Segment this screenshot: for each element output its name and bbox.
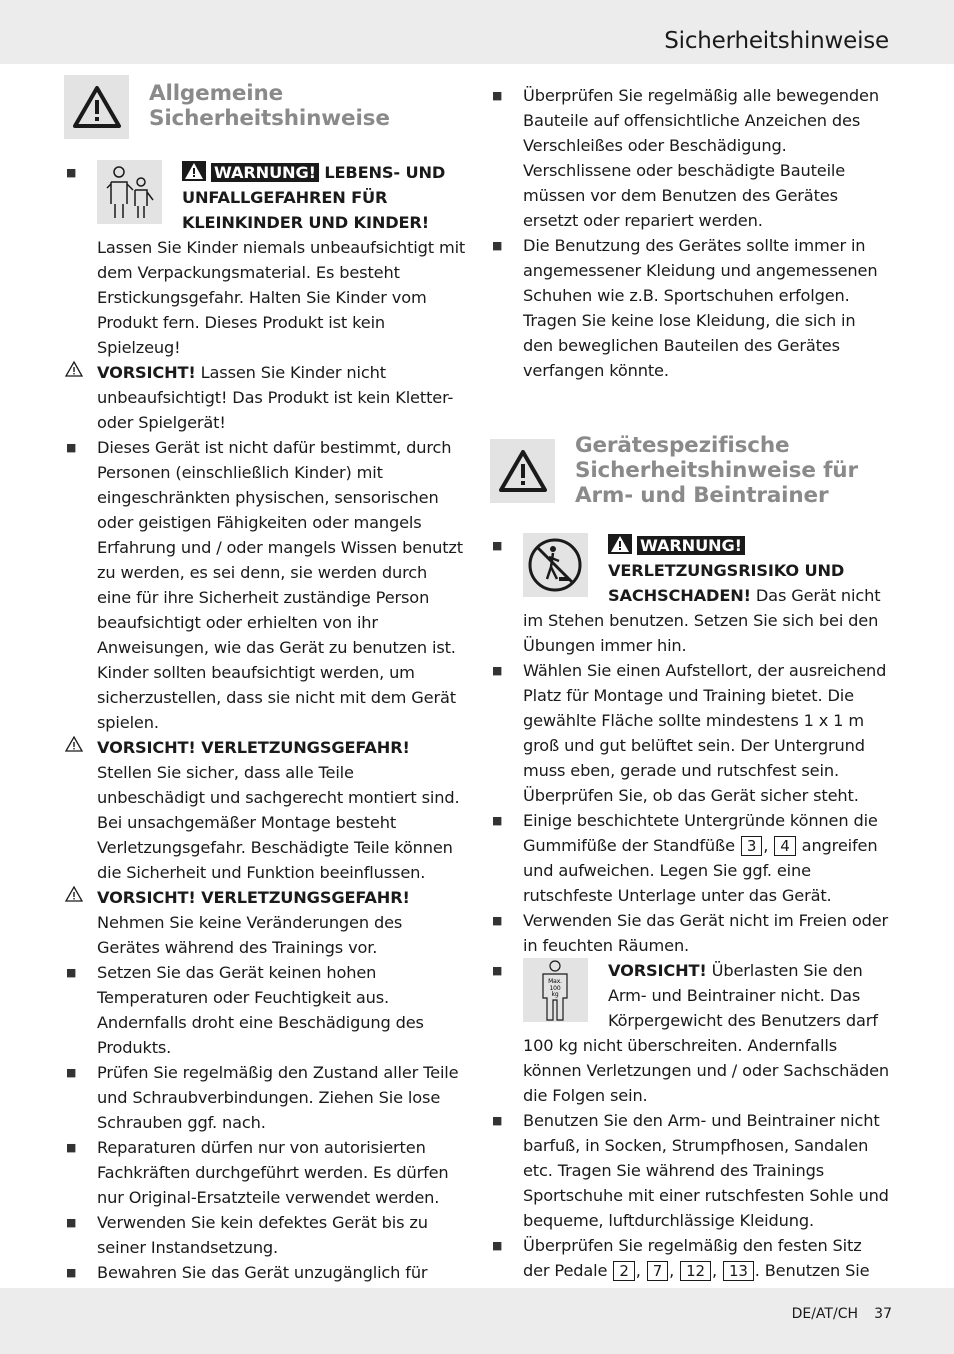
list-item: ■ Benutzen Sie den Arm- und Beintrainer nicht barfuß, in Socken, Strumpfhosen, Sandalen etc. Tragen Sie während des Trainings Sportschuhe mit einer rutschfesten Sohle und bequeme, luftdurchlässige Kleidung.: [490, 1108, 890, 1233]
right-column: [490, 83, 890, 1308]
bullet-icon: ■: [66, 441, 77, 454]
caution-triangle-icon: [64, 734, 84, 761]
footer-locale: DE/AT/CH: [791, 1306, 858, 1322]
list-item: ■ Die Benutzung des Gerätes sollte immer in angemessener Kleidung und angemessenen Schuhen wie z.B. Sportschuhen erfolgen. Tragen Sie keine lose Kleidung, die sich in den beweglichen Bauteilen des Gerätes verfangen könnte.: [490, 233, 890, 383]
list-item: [490, 533, 890, 658]
list-item: [64, 360, 466, 435]
list-item: [64, 160, 466, 360]
page-number: 37: [874, 1306, 892, 1322]
warning-triangle-icon: [608, 534, 632, 554]
bullet-icon: ■: [492, 914, 503, 927]
bullet-icon: ■: [66, 1266, 77, 1279]
no-standing-icon: [523, 533, 588, 597]
warning-triangle-icon: [490, 439, 555, 503]
bullet-icon: ■: [492, 239, 503, 252]
bullet-icon: ■: [492, 539, 503, 552]
warning-triangle-icon: [182, 161, 206, 181]
header-bar: [0, 0, 954, 64]
footer-bar: [0, 1288, 954, 1354]
bullet-icon: ■: [66, 166, 77, 179]
warning-heading: WARNUNG! LEBENS- UND UNFALLGEFAHREN FÜR KLEINKINDER UND KINDER!: [182, 163, 446, 232]
list-item: VORSICHT! VERLETZUNGSGEFAHR! Nehmen Sie keine Veränderungen des Gerätes während des Trainings vor.: [64, 885, 466, 960]
bullet-icon: ■: [492, 1239, 503, 1252]
svg-text:kg: kg: [551, 991, 559, 998]
part-reference: 3: [741, 836, 762, 856]
list-item: ■ Einige beschichtete Untergründe können die Gummifüße der Standfüße 3 , 4 angreifen und aufweichen. Legen Sie ggf. eine rutschfeste Unterlage unter das Gerät.: [490, 808, 890, 908]
bullet-icon: ■: [66, 1141, 77, 1154]
part-reference: 4: [774, 836, 795, 856]
page-title: Sicherheitshinweise: [664, 28, 889, 54]
section-general-title: Allgemeine Sicherheitshinweise: [149, 81, 390, 131]
bullet-icon: ■: [492, 89, 503, 102]
caution-text: VORSICHT! Lassen Sie Kinder nicht unbeaufsichtigt! Das Produkt ist kein Kletter- oder Spielgerät!: [97, 363, 454, 432]
list-item: ■ Bewahren Sie das Gerät unzugänglich für: [64, 1260, 466, 1310]
warning-text: WARNUNG! VERLETZUNGSRISIKO UND SACHSCHADEN! Das Gerät nicht im Stehen benutzen. Setzen Sie sich bei den Übungen immer hin.: [523, 536, 881, 655]
bullet-icon: ■: [492, 814, 503, 827]
list-item: ■ Verwenden Sie kein defektes Gerät bis zu seiner Instandsetzung.: [64, 1210, 466, 1260]
list-item: ■ Max. 100 kg VORSICHT! Überlasten Sie den Arm- und Beintrainer nicht. Das Körpergewicht des Benutzers darf 100 kg nicht überschreiten. Andernfalls können Verletzungen und / oder Sachschäden die Folgen sein.: [490, 958, 890, 1108]
list-item: ■ Reparaturen dürfen nur von autorisierten Fachkräften durchgeführt werden. Es dürfen nur Original-Ersatzteile verwendet werden.: [64, 1135, 466, 1210]
list-item: ■ Verwenden Sie das Gerät nicht im Freien oder in feuchten Räumen.: [490, 908, 890, 958]
svg-text:100: 100: [549, 985, 561, 992]
list-item: VORSICHT! VERLETZUNGSGEFAHR! Stellen Sie sicher, dass alle Teile unbeschädigt und sachgerecht montiert sind. Bei unsachgemäßer Montage besteht Verletzungsgefahr. Beschädigte Teile können die Sicherheit und Funktion beeinflussen.: [64, 735, 466, 885]
svg-text:Max.: Max.: [548, 978, 562, 985]
section-device-title: Gerätespezifische Sicherheitshinweise für Arm- und Beintrainer: [575, 433, 858, 508]
bullet-icon: ■: [66, 1216, 77, 1229]
part-reference: 2: [613, 1261, 634, 1281]
part-reference: 12: [680, 1261, 711, 1281]
part-reference: 13: [723, 1261, 754, 1281]
section-general-header: [64, 83, 466, 147]
bullet-icon: ■: [66, 966, 77, 979]
bullet-icon: ■: [492, 664, 503, 677]
list-item: ■ Setzen Sie das Gerät keinen hohen Temperaturen oder Feuchtigkeit aus. Andernfalls droht eine Beschädigung des Produkts.: [64, 960, 466, 1060]
caution-triangle-icon: [64, 884, 84, 911]
max-weight-icon: [523, 958, 588, 1022]
left-column: [64, 83, 466, 1310]
part-reference: 7: [647, 1261, 668, 1281]
list-item: ■ Dieses Gerät ist nicht dafür bestimmt, durch Personen (einschließlich Kinder) mit eingeschränkten physischen, sensorischen oder geistigen Fähigkeiten oder mangels Erfahrung und / oder mangels Wissen benutzt zu werden, es sei denn, sie werden durch eine für ihre Sicherheit zuständige Person beaufsichtigt oder erhielten von ihr Anweisungen, wie das Gerät zu benutzen ist. Kinder sollten beaufsichtigt werden, um sicherzustellen, dass sie nicht mit dem Gerät spielen.: [64, 435, 466, 735]
warning-text: Lassen Sie Kinder niemals unbeaufsichtigt mit dem Verpackungsmaterial. Es besteht Erstickungsgefahr. Halten Sie Kinder vom Produkt fern. Dieses Produkt ist kein Spielzeug!: [97, 238, 466, 357]
warning-triangle-icon: [64, 75, 129, 139]
section-device-header: [490, 435, 890, 513]
caution-triangle-icon: [64, 359, 84, 386]
bullet-icon: ■: [492, 1114, 503, 1127]
list-item: ■ Überprüfen Sie regelmäßig alle bewegenden Bauteile auf offensichtliche Anzeichen des Verschleißes oder Beschädigung. Verschlissene oder beschädigte Bauteile müssen vor dem Benutzen des Gerätes ersetzt oder repariert werden.: [490, 83, 890, 233]
list-item: ■ Prüfen Sie regelmäßig den Zustand aller Teile und Schraubverbindungen. Ziehen Sie lose Schrauben ggf. nach.: [64, 1060, 466, 1135]
bullet-icon: ■: [492, 964, 503, 977]
child-warning-icon: [97, 160, 162, 224]
list-item: ■ Überprüfen Sie regelmäßig den festen Sitz der Pedale 2 , 7 , 12 , 13 . Benutzen Sie: [490, 1233, 890, 1308]
list-item: ■ Wählen Sie einen Aufstellort, der ausreichend Platz für Montage und Training bietet. Die gewählte Fläche sollte mindestens 1 x 1 m groß und gut belüftet sein. Der Untergrund muss eben, gerade und rutschfest sein. Überprüfen Sie, ob das Gerät sicher steht.: [490, 658, 890, 808]
bullet-icon: ■: [66, 1066, 77, 1079]
